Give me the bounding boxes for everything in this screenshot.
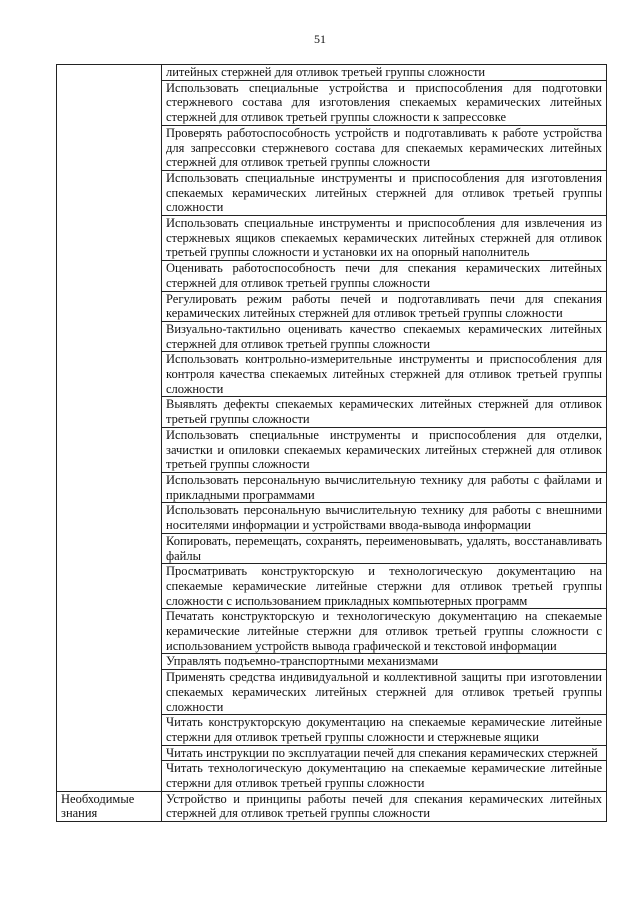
table-row [57, 791, 607, 821]
skill-cell: Выявлять дефекты спекаемых керамических литейных стержней для отливок третьей группы сложности [162, 397, 607, 427]
skill-cell: Проверять работоспособность устройств и подготавливать к работе устройства для запрессовки стержневого состава для спекаемых керамических литейных стержней для отливок третьей группы сложности [162, 125, 607, 170]
skill-cell: Использовать персональную вычислительную технику для работы с внешними носителями информации и устройствами ввода-вывода информации [162, 503, 607, 533]
skill-cell: Просматривать конструкторскую и технологическую документацию на спекаемые керамические литейные стержни для отливок третьей группы сложности с использованием прикладных компьютерных программ [162, 564, 607, 609]
skill-cell: Визуально-тактильно оценивать качество спекаемых керамических литейных стержней для отливок третьей группы сложности [162, 321, 607, 351]
skill-cell: Управлять подъемно-транспортными механизмами [162, 654, 607, 670]
skill-cell: Использовать специальные инструменты и приспособления для отделки, зачистки и опиловки спекаемых керамических литейных стержней для отливок третьей группы сложности [162, 427, 607, 472]
skill-cell: Читать инструкции по эксплуатации печей для спекания керамических стержней [162, 745, 607, 761]
skill-cell: Использовать персональную вычислительную технику для работы с файлами и прикладными программами [162, 472, 607, 502]
skill-cell: Читать технологическую документацию на спекаемые керамические литейные стержни для отливок третьей группы сложности [162, 761, 607, 791]
skill-cell: Использовать специальные инструменты и приспособления для изготовления спекаемых керамических литейных стержней для отливок третьей группы сложности [162, 170, 607, 215]
skill-cell: Регулировать режим работы печей и подготавливать печи для спекания керамических литейных стержней для отливок третьей группы сложности [162, 291, 607, 321]
qualification-table [56, 64, 607, 822]
skill-cell: Использовать контрольно-измерительные инструменты и приспособления для контроля качества спекаемых литейных стержней для отливок третьей группы сложности [162, 352, 607, 397]
skill-cell: Читать конструкторскую документацию на спекаемые керамические литейные стержни для отливок третьей группы сложности и стержневые ящики [162, 715, 607, 745]
knowledge-cell: Устройство и принципы работы печей для спекания керамических литейных стержней для отливок третьей группы сложности [162, 791, 607, 821]
page-number: 51 [314, 32, 326, 46]
skill-cell: Применять средства индивидуальной и коллективной защиты при изготовлении спекаемых керамических литейных стержней для отливок третьей группы сложности [162, 670, 607, 715]
skill-cell: Копировать, перемещать, сохранять, переименовывать, удалять, восстанавливать файлы [162, 533, 607, 563]
skill-cell: Оценивать работоспособность печи для спекания керамических литейных стержней для отливок третьей группы сложности [162, 261, 607, 291]
skills-label-cell [57, 65, 162, 792]
knowledge-label: Необходимые знания [57, 791, 162, 821]
skill-cell: Использовать специальные устройства и приспособления для подготовки стержневого состава для изготовления спекаемых керамических литейных стержней для отливок третьей группы сложности к запрессовке [162, 80, 607, 125]
skill-cell: Печатать конструкторскую и технологическую документацию на спекаемые керамические литейные стержни для отливок третьей группы сложности с использованием устройств вывода графической и текстовой информации [162, 609, 607, 654]
skill-cell: литейных стержней для отливок третьей группы сложности [162, 65, 607, 81]
table-row [57, 65, 607, 81]
skill-cell: Использовать специальные инструменты и приспособления для извлечения из стержневых ящиков спекаемых керамических литейных стержней для отливок третьей группы сложности и установки их на опорный наполнитель [162, 216, 607, 261]
